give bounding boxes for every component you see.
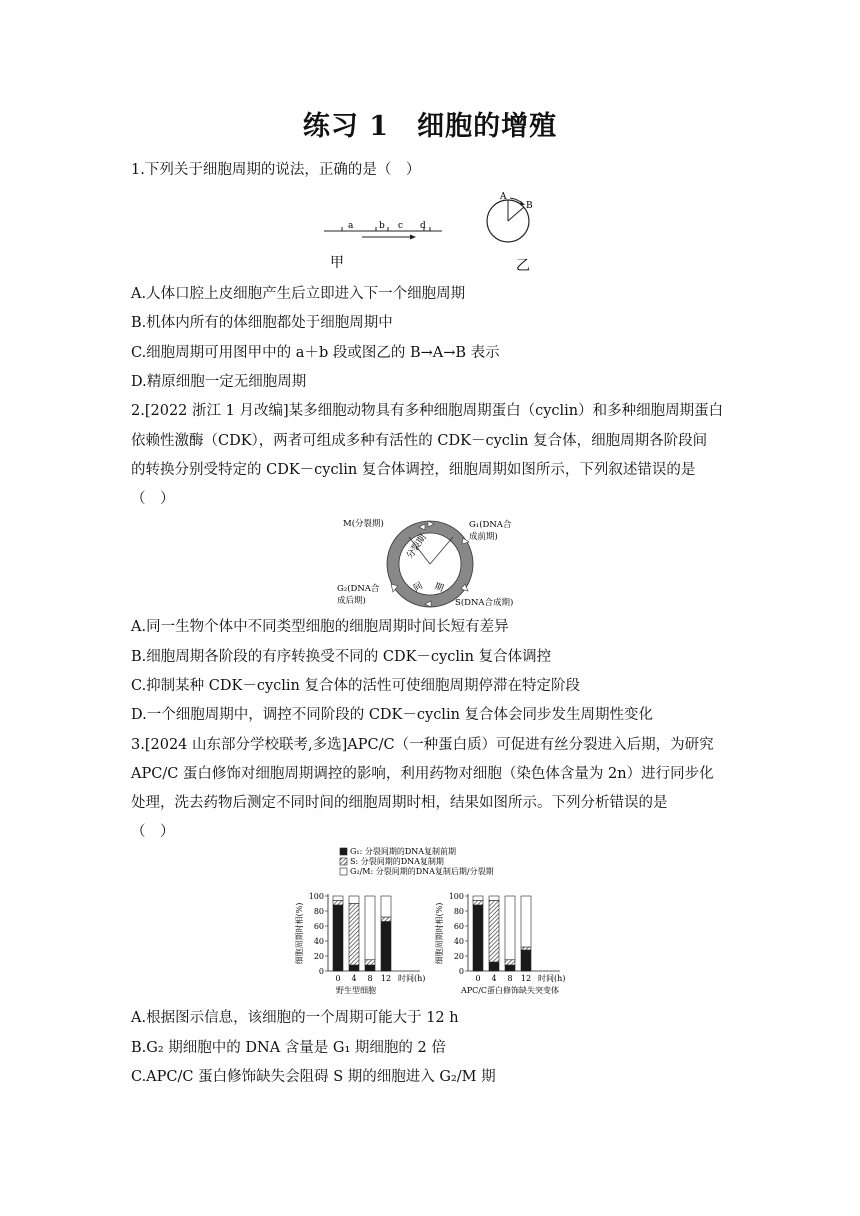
panel-0-ytick-label: 100	[308, 892, 324, 901]
legend-label-2: G₂/M: 分裂间期的DNA复制后期/分裂期	[350, 867, 494, 876]
bar-panel0-t4-0	[349, 965, 359, 971]
q3-bar-chart	[290, 846, 580, 1006]
inner-interphase-2: 期	[432, 581, 445, 595]
panel-0-xtick-label: 12	[380, 974, 392, 983]
panel-1-xlabel: 时间(h)	[538, 974, 566, 983]
panel-1-ytick-label: 60	[453, 922, 464, 931]
panel-1-xtick-label: 4	[491, 974, 497, 983]
bar-panel0-t12-0	[381, 922, 391, 972]
q3-stem-line-3: 处理，洗去药物后测定不同时间的细胞周期时相，结果如图所示。下列分析错误的是	[131, 795, 668, 811]
q2-option-d: D.一个细胞周期中，调控不同阶段的 CDK－cyclin 复合体会同步发生周期性变化	[131, 707, 654, 723]
jia-label-b: b	[379, 221, 385, 231]
q3-stem-line-4: （ ）	[131, 824, 175, 840]
q1-option-b: B.机体内所有的体细胞都处于细胞周期中	[131, 315, 393, 331]
page-title: 练习 1 细胞的增殖	[302, 111, 558, 142]
bar-panel0-t12-1	[381, 917, 391, 922]
q3-option-a: A.根据图示信息，该细胞的一个周期可能大于 12 h	[131, 1010, 459, 1026]
bar-panel1-t0-2	[473, 896, 483, 901]
bar-panel1-t4-0	[489, 962, 499, 971]
q1-figure-yi	[480, 190, 550, 274]
q1-option-d: D.精原细胞一定无细胞周期	[131, 374, 307, 390]
yi-caption: 乙	[516, 258, 530, 274]
q3-option-c: C.APC/C 蛋白修饰缺失会阻碍 S 期的细胞进入 G₂/M 期	[131, 1069, 496, 1085]
label-g2-1: G₂(DNA合	[337, 584, 380, 594]
bar-panel0-t0-1	[333, 901, 343, 906]
panel-1-ytick-label: 80	[453, 907, 464, 916]
bar-panel1-t4-2	[489, 896, 499, 901]
label-s-phase: S(DNA合成期)	[455, 598, 514, 608]
legend-swatch-0	[340, 848, 347, 855]
jia-label-a: a	[348, 221, 354, 231]
panel-0-ytick-label: 60	[313, 922, 324, 931]
bar-panel0-t8-2	[365, 896, 375, 960]
label-m-phase: M(分裂期)	[343, 519, 384, 529]
bar-panel1-t12-2	[521, 896, 531, 947]
q2-option-c: C.抑制某种 CDK－cyclin 复合体的活性可使细胞周期停滞在特定阶段	[131, 678, 581, 694]
bar-panel1-t8-1	[505, 960, 515, 965]
q2-stem-line-4: （ ）	[131, 491, 175, 507]
q2-option-b: B.细胞周期各阶段的有序转换受不同的 CDK－cyclin 复合体调控	[131, 649, 552, 665]
bar-panel1-t8-0	[505, 965, 515, 971]
bar-panel0-t4-2	[349, 896, 359, 904]
label-g1-2: 成前期)	[469, 532, 498, 542]
inner-interphase-1: 间	[412, 580, 425, 595]
q1-option-c: C.细胞周期可用图甲中的 a＋b 段或图乙的 B→A→B 表示	[131, 345, 500, 361]
q2-option-a: A.同一生物个体中不同类型细胞的细胞周期时间长短有差异	[131, 619, 509, 635]
bar-panel1-t4-1	[489, 901, 499, 963]
q1-stem: 1.下列关于细胞周期的说法，正确的是（ ）	[131, 162, 421, 178]
panel-0-ytick-label: 20	[313, 952, 324, 961]
panel-1-xtick-label: 12	[520, 974, 532, 983]
bar-panel1-t8-2	[505, 896, 515, 960]
legend-label-0: G₁: 分裂间期的DNA复制前期	[350, 847, 457, 856]
panel-1-ytick-label: 100	[448, 892, 464, 901]
panel-0-xlabel: 时间(h)	[398, 974, 426, 983]
bar-panel0-t4-1	[349, 904, 359, 966]
bar-panel1-t0-0	[473, 905, 483, 971]
panel-1-ytick-label: 20	[453, 952, 464, 961]
panel-1-title: APC/C蛋白修饰缺失突变体	[460, 986, 560, 995]
q3-stem-line-1: 3.[2024 山东部分学校联考,多选]APC/C（一种蛋白质）可促进有丝分裂进入后期，为研究	[131, 737, 714, 753]
yi-label-b: B	[526, 201, 533, 211]
yi-label-a: A	[500, 192, 507, 202]
bar-panel0-t12-2	[381, 896, 391, 917]
panel-0-ytick-label: 40	[313, 937, 324, 946]
q3-option-b: B.G₂ 期细胞中的 DNA 含量是 G₁ 期细胞的 2 倍	[131, 1040, 446, 1056]
jia-label-c: c	[398, 221, 404, 231]
inner-m-label: 分裂期	[405, 533, 429, 561]
bar-panel1-t12-0	[521, 950, 531, 971]
label-g2-2: 成后期)	[337, 596, 366, 606]
legend-swatch-1	[340, 858, 347, 865]
q2-stem-line-1: 2.[2022 浙江 1 月改编]某多细胞动物具有多种细胞周期蛋白（cyclin）和多种细胞周期蛋白	[131, 403, 724, 419]
q1-option-a: A.人体口腔上皮细胞产生后立即进入下一个细胞周期	[131, 286, 466, 302]
q2-stem-line-2: 依赖性激酶（CDK），两者可组成多种有活性的 CDK－cyclin 复合体，细胞周期各阶段间	[131, 433, 708, 449]
q2-stem-line-3: 的转换分别受特定的 CDK－cyclin 复合体调控，细胞周期如图所示，下列叙述错误的是	[131, 462, 696, 478]
bar-panel1-t12-1	[521, 947, 531, 950]
legend-label-1: S: 分裂间期的DNA复制期	[350, 857, 444, 866]
q3-stem-line-2: APC/C 蛋白修饰对细胞周期调控的影响，利用药物对细胞（染色体含量为 2n）进行同步化	[131, 766, 714, 782]
bar-panel0-t8-0	[365, 965, 375, 971]
bar-panel1-t0-1	[473, 901, 483, 906]
bar-panel0-t8-1	[365, 960, 375, 965]
legend-swatch-2	[340, 868, 347, 875]
panel-1-ytick-label: 40	[453, 937, 464, 946]
q2-cell-cycle-diagram	[335, 514, 535, 610]
q1-figure-jia	[318, 214, 448, 272]
panel-1-xtick-label: 0	[475, 974, 481, 983]
panel-0-ylabel: 细胞周期时相(%)	[295, 902, 304, 965]
panel-1-ylabel: 细胞周期时相(%)	[435, 902, 444, 965]
bar-panel0-t0-0	[333, 905, 343, 971]
panel-0-xtick-label: 0	[335, 974, 341, 983]
panel-1-ytick-label: 0	[458, 967, 464, 976]
panel-0-title: 野生型细胞	[336, 986, 376, 995]
panel-0-xtick-label: 4	[351, 974, 357, 983]
label-g1-1: G₁(DNA合	[469, 520, 512, 530]
bar-panel0-t0-2	[333, 896, 343, 901]
jia-label-d: d	[420, 221, 426, 231]
panel-0-xtick-label: 8	[367, 974, 373, 983]
jia-caption: 甲	[330, 255, 344, 271]
panel-1-xtick-label: 8	[507, 974, 513, 983]
panel-0-ytick-label: 0	[318, 967, 324, 976]
panel-0-ytick-label: 80	[313, 907, 324, 916]
